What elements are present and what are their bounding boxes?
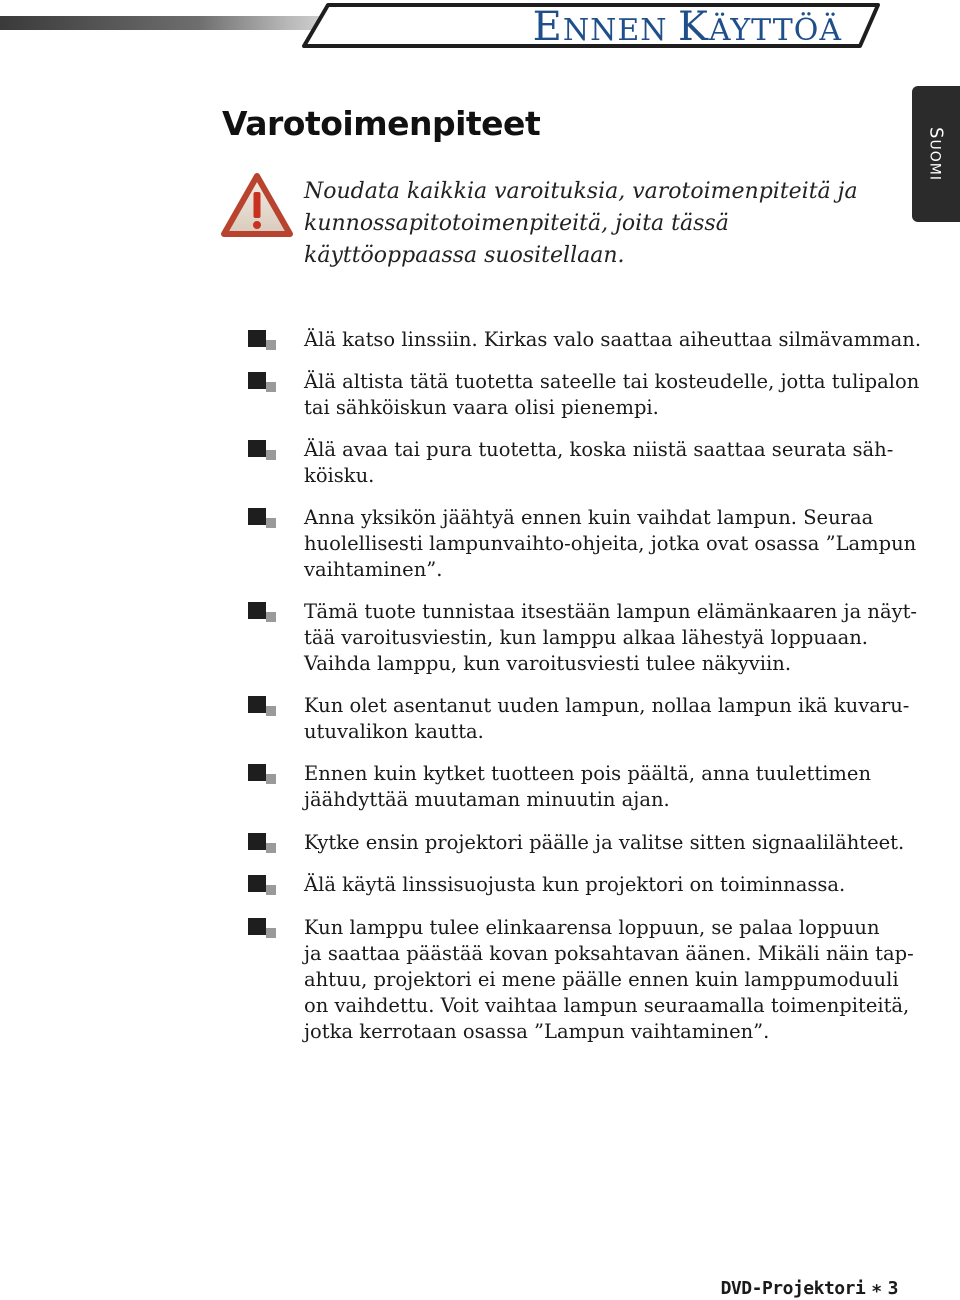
list-item-text-line: Älä altista tätä tuotetta sateelle tai kosteudelle, jotta tulipalon <box>304 370 920 393</box>
list-item-text-line: Älä katso linssiin. Kirkas valo saattaa aiheuttaa silmävamman. <box>304 328 922 351</box>
page-number: 3 <box>887 1278 898 1299</box>
list-item <box>248 437 908 489</box>
chapter-title-part: NNEN <box>562 13 679 48</box>
list-item <box>248 599 918 677</box>
bullet-square-icon <box>248 372 282 392</box>
list-item-text-line: vaihtaminen”. <box>304 558 443 581</box>
list-item <box>248 505 917 583</box>
chapter-title-part: E <box>532 4 563 50</box>
list-item <box>248 830 908 856</box>
list-item <box>248 872 908 898</box>
list-item-text-line: huolellisesti lampunvaihto-ohjeita, jotka ovat osassa ”Lampun <box>304 532 917 555</box>
intro-text: Noudata kaikkia varoituksia, varotoimenpiteitä ja kunnossapitotoimenpiteitä, joita tässä käyttöoppaassa suositellaan. <box>304 179 858 268</box>
list-item <box>248 327 922 353</box>
bullet-square-icon <box>248 508 282 528</box>
list-item <box>248 693 908 745</box>
language-tab-label-part: UOMI <box>926 139 943 181</box>
language-tab-label <box>926 127 947 181</box>
bullet-square-icon <box>248 602 282 622</box>
chapter-title-part: K <box>678 4 709 50</box>
list-item <box>248 369 920 421</box>
warning-triangle-icon <box>220 172 294 238</box>
footer-separator: ∗ <box>871 1278 882 1299</box>
bullet-square-icon <box>248 440 282 460</box>
list-item-text-line: Vaihda lamppu, kun varoitusviesti tulee näkyviin. <box>304 652 792 675</box>
list-item-text-line: Älä käytä linssisuojusta kun projektori on toiminnassa. <box>304 873 846 896</box>
list-item-text-line: tää varoitusviestin, kun lamppu alkaa lähestyä loppuaan. <box>304 626 868 649</box>
list-item-text-line: tai sähköiskun vaara olisi pienempi. <box>304 396 659 419</box>
list-item <box>248 915 914 1045</box>
list-item-text-line: köisku. <box>304 464 375 487</box>
list-item-text-line: Älä avaa tai pura tuotetta, koska niistä saattaa seurata säh- <box>304 438 894 461</box>
list-item-text-line: ahtuu, projektori ei mene päälle ennen kuin lamppumoduuli <box>304 968 899 991</box>
bullet-square-icon <box>248 875 282 895</box>
list-item-text-line: Kun lamppu tulee elinkaarensa loppuun, se palaa loppuun <box>304 916 880 939</box>
list-item-text-line: jäähdyttää muutaman minuutin ajan. <box>304 788 670 811</box>
list-item-text-line: jotka kerrotaan osassa ”Lampun vaihtaminen”. <box>304 1020 770 1043</box>
footer-product-name: DVD-Projektori <box>720 1278 866 1299</box>
list-item-text-line: utuvalikon kautta. <box>304 720 484 743</box>
section-title: Varotoimenpiteet <box>222 104 541 143</box>
bullet-square-icon <box>248 764 282 784</box>
list-item-text-line: Tämä tuote tunnistaa itsestään lampun elämänkaaren ja näyt- <box>304 600 918 623</box>
list-item-text-line: Anna yksikön jäähtyä ennen kuin vaihdat lampun. Seuraa <box>304 506 874 529</box>
language-tab-label-part: S <box>925 127 947 140</box>
list-item-text-line: Kun olet asentanut uuden lampun, nollaa lampun ikä kuvaru- <box>304 694 910 717</box>
bullet-square-icon <box>248 918 282 938</box>
page-footer <box>721 1278 898 1299</box>
bullet-square-icon <box>248 330 282 350</box>
list-item-text-line: Ennen kuin kytket tuotteen pois päältä, anna tuulettimen <box>304 762 872 785</box>
bullet-square-icon <box>248 696 282 716</box>
list-item-text-line: on vaihdettu. Voit vaihtaa lampun seuraamalla toimenpiteitä, <box>304 994 910 1017</box>
bullet-square-icon <box>248 833 282 853</box>
language-tab <box>912 86 960 222</box>
list-item <box>248 761 908 813</box>
list-item-text-line: ja saattaa päästää kovan poksahtavan äänen. Mikäli näin tap- <box>304 942 914 965</box>
chapter-title-part: ÄYTTÖÄ <box>708 13 842 48</box>
list-item-text-line: Kytke ensin projektori päälle ja valitse sitten signaalilähteet. <box>304 831 905 854</box>
precautions-list <box>248 327 922 1045</box>
chapter-title <box>533 4 842 54</box>
page-header <box>0 0 960 60</box>
